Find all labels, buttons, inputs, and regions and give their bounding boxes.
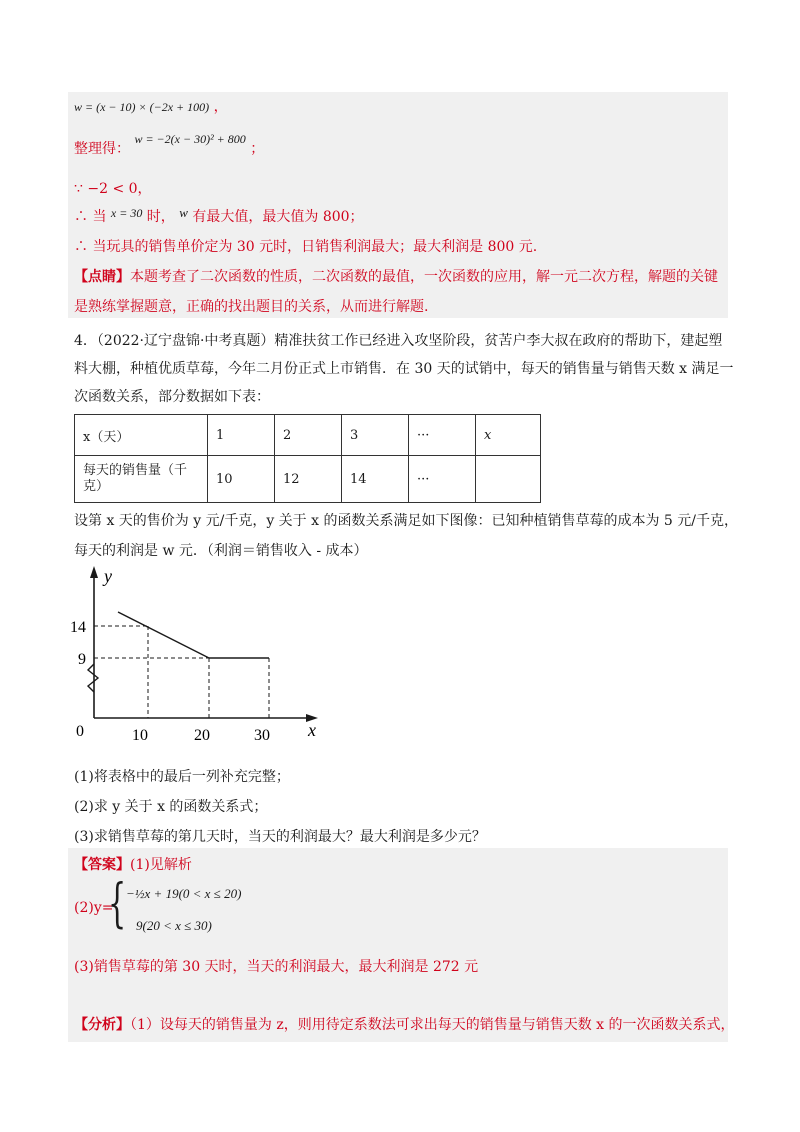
answer-line-3: (3)销售草莓的第 30 天时，当天的利润最大，最大利润是 272 元 [74,959,479,975]
function-line-decreasing [118,612,209,658]
problem-line-5: 每天的利润是 w 元．（利润＝销售收入 - 成本） [74,543,368,559]
y-axis-label: y [104,566,112,586]
price-graph [70,560,340,750]
axis-break [88,664,98,692]
solution-line-4: ∴ 当 x = 30 时， w 有最大值，最大值为 800； [74,205,364,225]
piecewise-brace: { [108,874,127,934]
solution-line-1: w = (x − 10) × (−2x + 100) ， [74,99,228,115]
answer-block [68,848,728,1042]
problem-line-2: 料大棚，种植优质草莓，今年二月份正式上市销售．在 30 天的试销中，每天的销售量与销售天数 x 满足一 [74,361,734,377]
piecewise-case-1: −½x + 19(0 < x ≤ 20) [126,886,242,901]
solution-line-5: ∴ 当玩具的销售单价定为 30 元时，日销售利润最大；最大利润是 800 元. [74,239,538,255]
question-1: (1)将表格中的最后一列补充完整； [74,769,290,785]
problem-line-3: 次函数关系，部分数据如下表： [74,389,270,405]
y-tick-label: 14 [70,619,86,636]
table-row: 每天的销售量（千克） 10 12 14 ··· [75,456,541,503]
table-row: x（天） 1 2 3 ··· x [75,415,541,456]
x-tick-label: 10 [132,727,148,744]
origin-label: 0 [76,723,84,740]
x-axis-label: x [308,720,316,740]
answer-tag: 【答案】 [74,857,130,873]
comment-line-1: 【点睛】本题考查了二次函数的性质，二次函数的最值，一次函数的应用，解一元二次方程，解题的关键 [74,269,718,285]
y-axis-arrow [90,566,98,578]
x-tick-label: 20 [194,727,210,744]
comment-tag: 【点睛】 [74,269,130,285]
solution-line-3: ∵ −2 < 0， [74,181,152,197]
analysis-line: 【分析】（1）设每天的销售量为 z，则用待定系数法可求出每天的销售量与销售天数 x 的一次函数关系式， [74,1017,735,1033]
problem-line-4: 设第 x 天的售价为 y 元/千克，y 关于 x 的函数关系满足如下图像：已知种植销售草莓的成本为 5 元/千克， [74,513,738,529]
equation-w-vertex: w = −2(x − 30)² + 800 [134,132,246,146]
answer-line-1: 【答案】(1)见解析 [74,857,192,873]
sales-table [74,414,541,503]
question-3: (3)求销售草莓的第几天时，当天的利润最大？最大利润是多少元？ [74,829,486,845]
question-2: (2)求 y 关于 x 的函数关系式； [74,799,268,815]
simplify-label: 整理得： [74,141,130,157]
equation-w: w = (x − 10) × (−2x + 100) [74,100,210,114]
x-tick-label: 30 [254,727,270,744]
analysis-tag: 【分析】 [74,1017,130,1033]
piecewise-case-2: 9(20 < x ≤ 30) [136,918,212,933]
y-tick-label: 9 [78,651,86,668]
answer-2-prefix: (2)y= [74,900,114,916]
solution-line-2: 整理得： w = −2(x − 30)² + 800 ； [74,132,265,157]
problem-line-1: 4．（2022·辽宁盘锦·中考真题）精准扶贫工作已经进入攻坚阶段，贫苦户李大叔在政府的帮助下，建起塑 [74,333,723,349]
comment-line-2: 是熟练掌握题意，正确的找出题目的关系，从而进行解题. [74,299,429,315]
